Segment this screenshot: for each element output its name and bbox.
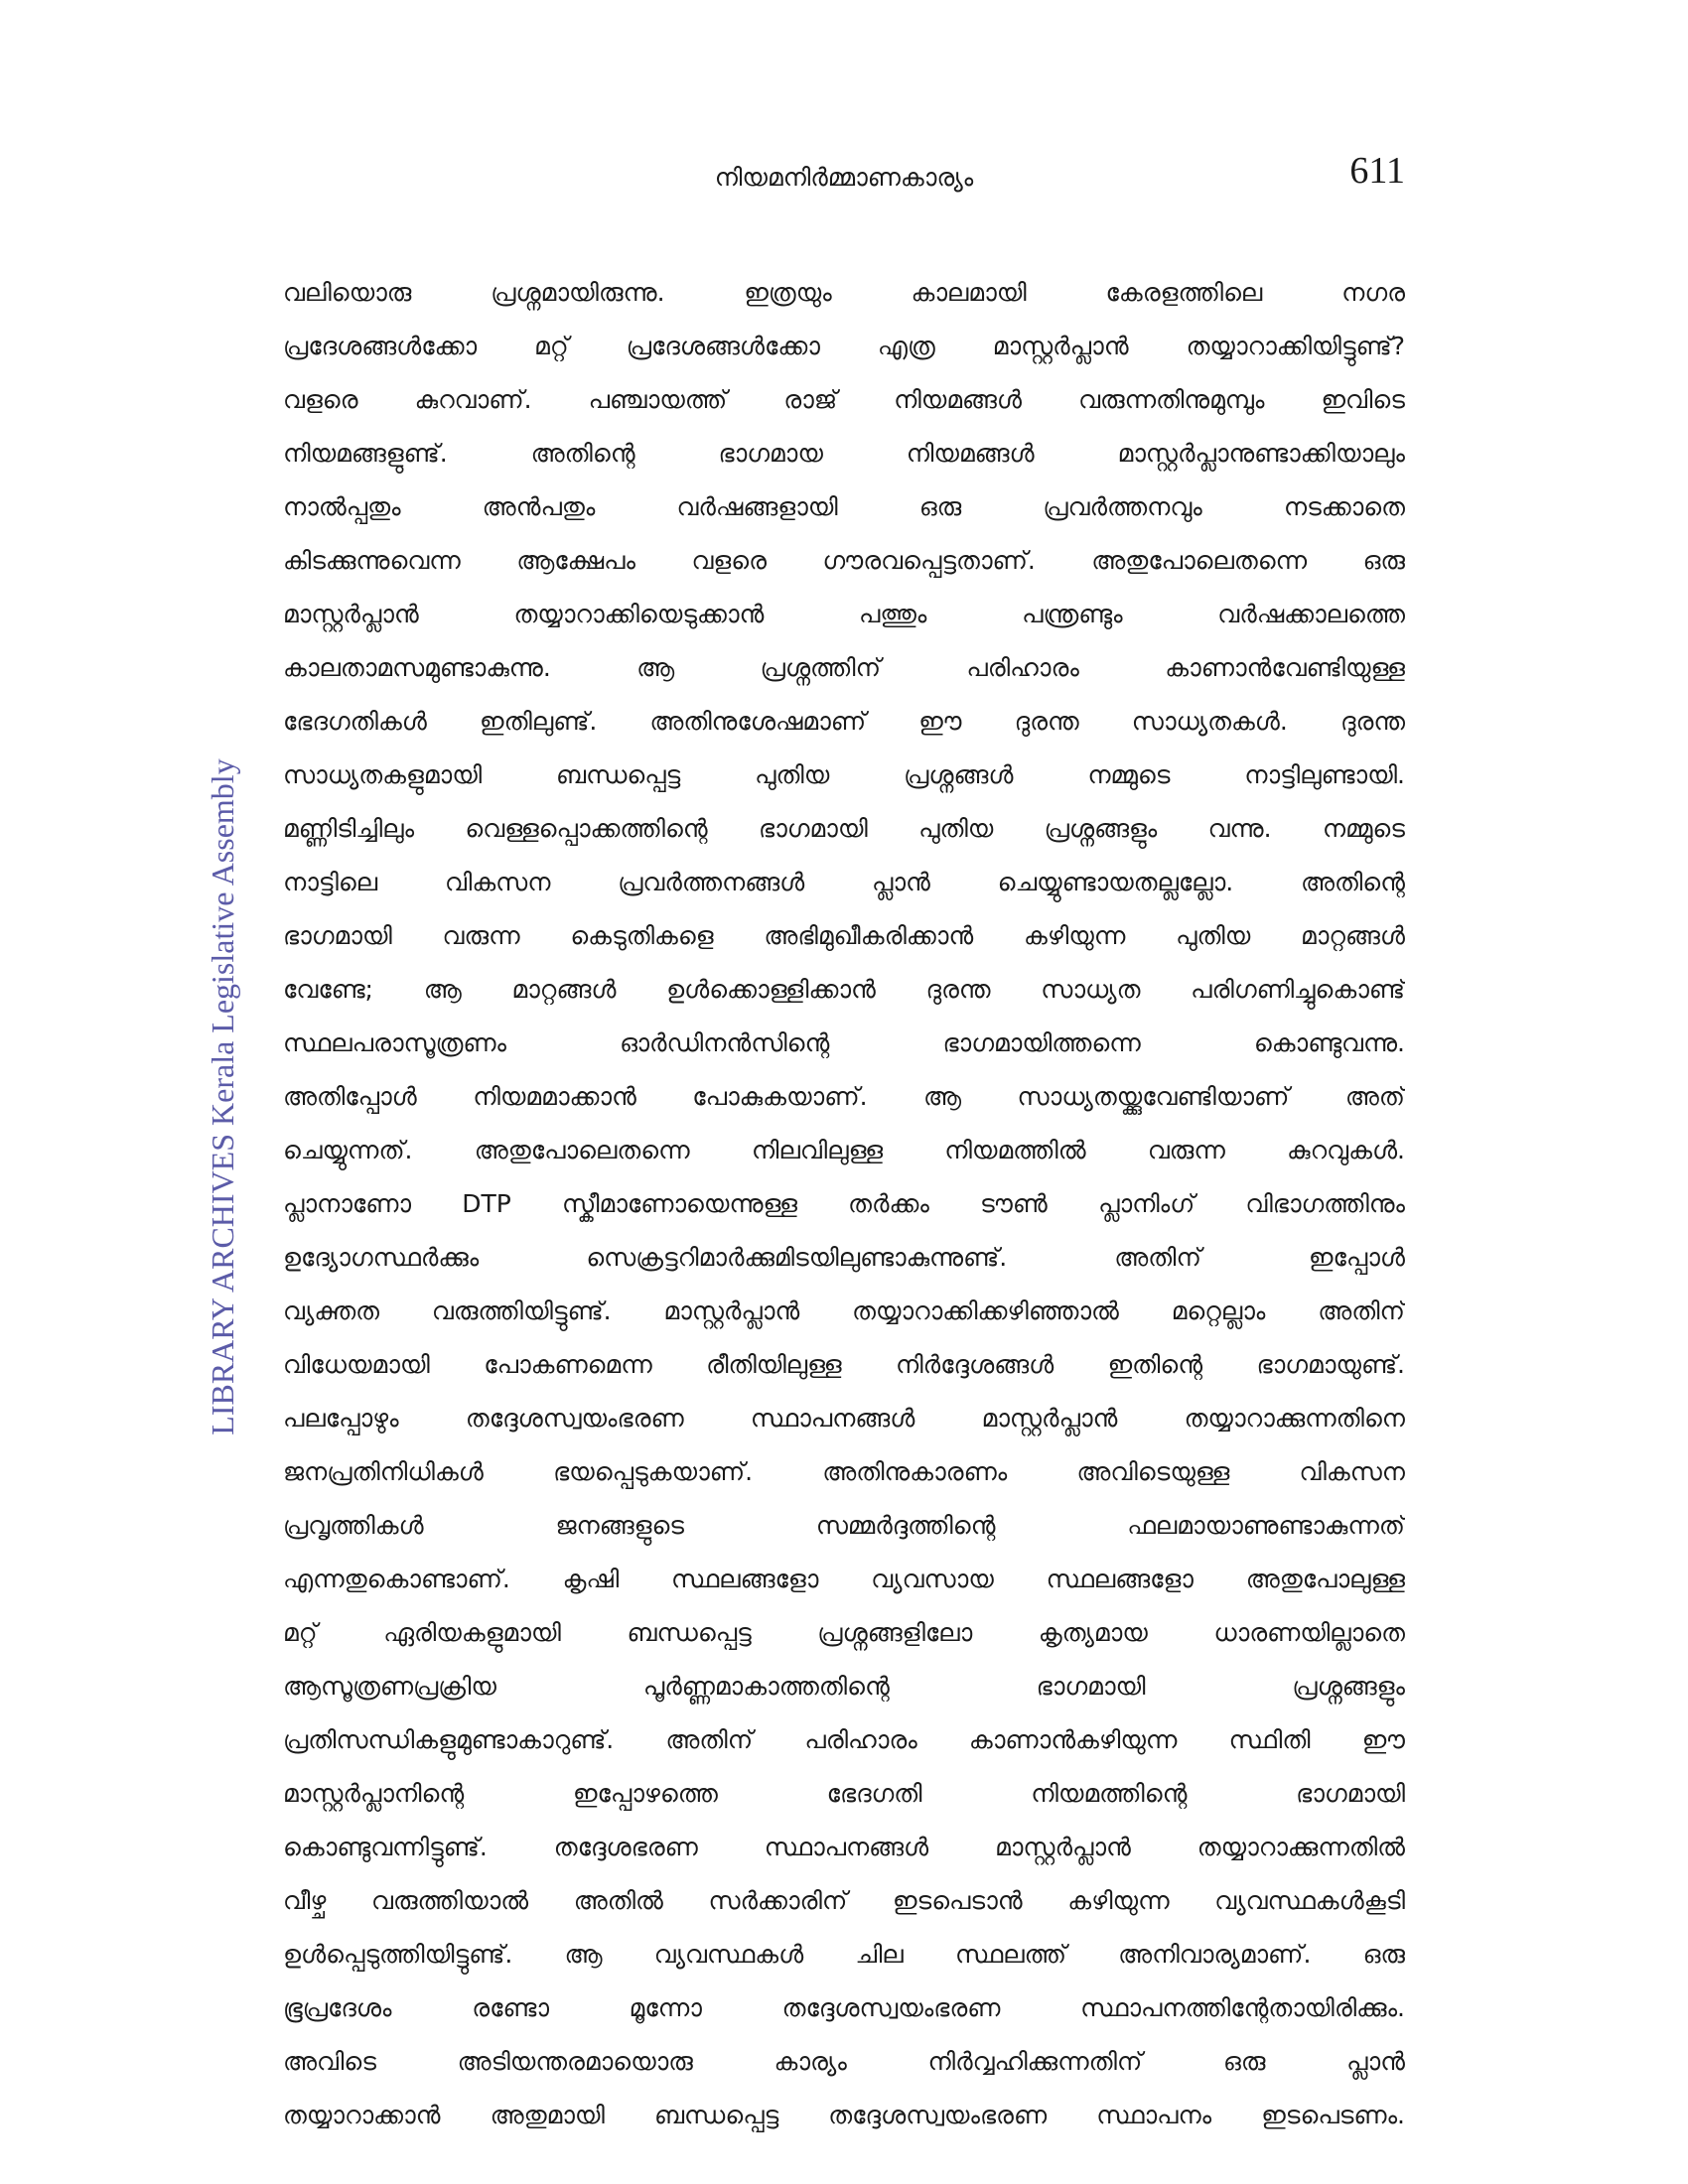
text-line: കൊണ്ടുവന്നിട്ടുണ്ട്. തദ്ദേശഭരണ സ്ഥാപനങ്ങൾ മാസ്റ്റർപ്ലാൻ തയ്യാറാക്കുന്നതിൽ [283,1833,1405,1861]
text-line: ഭൂപ്രദേശം രണ്ടോ മൂന്നോ തദ്ദേശസ്വയംഭരണ സ്ഥാപനത്തിന്റേതായിരിക്കും. [283,1993,1405,2022]
text-line: പ്ലാനാണോ DTP സ്കീമാണോയെന്നുള്ള തർക്കം ടൗൺ പ്ലാനിംഗ് വിഭാഗത്തിനും [283,1189,1405,1218]
text-line: വിധേയമായി പോകണമെന്ന രീതിയിലുള്ള നിർദ്ദേശങ്ങൾ ഇതിന്റെ ഭാഗമായുണ്ട്. [283,1350,1405,1379]
text-line: വ്യക്തത വരുത്തിയിട്ടുണ്ട്. മാസ്റ്റർപ്ലാൻ തയ്യാറാക്കിക്കഴിഞ്ഞാൽ മറ്റെല്ലാം അതിന് [283,1297,1405,1325]
text-line: മണ്ണിടിച്ചിലും വെള്ളപ്പൊക്കത്തിന്റെ ഭാഗമായി പുതിയ പ്രശ്നങ്ങളും വന്നു. നമ്മുടെ [283,814,1405,843]
page-header-title: നിയമനിർമ്മാണകാര്യം [714,163,974,192]
text-line: ഭാഗമായി വരുന്ന കെടുതികളെ അഭിമുഖീകരിക്കാൻ കഴിയുന്ന പുതിയ മാറ്റങ്ങൾ [283,921,1405,950]
body-text [283,266,1405,2142]
text-line: പ്രതിസന്ധികളുമുണ്ടാകാറുണ്ട്. അതിന് പരിഹാരം കാണാൻകഴിയുന്ന സ്ഥിതി ഈ [283,1725,1405,1754]
text-line: വലിയൊരു പ്രശ്നമായിരുന്നു. ഇത്രയും കാലമായി കേരളത്തിലെ നഗര [283,278,1405,307]
text-line: മാസ്റ്റർപ്ലാനിന്റെ ഇപ്പോഴത്തെ ഭേദഗതി നിയമത്തിന്റെ ഭാഗമായി [283,1779,1405,1808]
text-line: വേണ്ടേ; ആ മാറ്റങ്ങൾ ഉൾക്കൊള്ളിക്കാൻ ദുരന്ത സാധ്യത പരിഗണിച്ചുകൊണ്ട് [283,975,1405,1004]
text-line: വളരെ കുറവാണ്. പഞ്ചായത്ത് രാജ് നിയമങ്ങൾ വരുന്നതിനുമുമ്പും ഇവിടെ [283,385,1405,414]
running-header [283,149,1405,208]
text-line: പ്രദേശങ്ങൾക്കോ മറ്റ് പ്രദേശങ്ങൾക്കോ എത്ര മാസ്റ്റർപ്ലാൻ തയ്യാറാക്കിയിട്ടുണ്ട്? [283,332,1405,360]
text-line: മാസ്റ്റർപ്ലാൻ തയ്യാറാക്കിയെടുക്കാൻ പത്തും പന്ത്രണ്ടും വർഷക്കാലത്തെ [283,600,1405,628]
text-line: നിയമങ്ങളുണ്ട്. അതിന്റെ ഭാഗമായ നിയമങ്ങൾ മാസ്റ്റർപ്ലാനുണ്ടാക്കിയാലും [283,439,1405,468]
text-line: ഉൾപ്പെടുത്തിയിട്ടുണ്ട്. ആ വ്യവസ്ഥകൾ ചില സ്ഥലത്ത് അനിവാര്യമാണ്. ഒരു [283,1940,1405,1969]
text-line: മറ്റ് ഏരിയകളുമായി ബന്ധപ്പെട്ട പ്രശ്നങ്ങളിലോ കൃത്യമായ ധാരണയില്ലാതെ [283,1618,1405,1647]
text-line: എന്നതുകൊണ്ടാണ്. കൃഷി സ്ഥലങ്ങളോ വ്യവസായ സ്ഥലങ്ങളോ അതുപോലുള്ള [283,1565,1405,1593]
page-number: 611 [1349,150,1405,192]
text-line: നാട്ടിലെ വികസന പ്രവർത്തനങ്ങൾ പ്ലാൻ ചെയ്യുണ്ടായതല്ലല്ലോ. അതിന്റെ [283,868,1405,896]
text-line: ഉദ്യോഗസ്ഥർക്കും സെക്രട്ടറിമാർക്കുമിടയിലുണ്ടാകുന്നുണ്ട്. അതിന് ഇപ്പോൾ [283,1243,1405,1272]
text-line: അവിടെ അടിയന്തരമായൊരു കാര്യം നിർവ്വഹിക്കുന്നതിന് ഒരു പ്ലാൻ [283,2047,1405,2076]
text-line: സാധ്യതകളുമായി ബന്ധപ്പെട്ട പുതിയ പ്രശ്നങ്ങൾ നമ്മുടെ നാട്ടിലുണ്ടായി. [283,760,1405,789]
text-line: കാലതാമസമുണ്ടാകുന്നു. ആ പ്രശ്നത്തിന് പരിഹാരം കാണാൻവേണ്ടിയുള്ള [283,653,1405,682]
text-line: വീഴ്ച വരുത്തിയാൽ അതിൽ സർക്കാരിന് ഇടപെടാൻ കഴിയുന്ന വ്യവസ്ഥകൾകൂടി [283,1886,1405,1915]
text-line: ഭേദഗതികൾ ഇതിലുണ്ട്. അതിനുശേഷമാണ് ഈ ദുരന്ത സാധ്യതകൾ. ദുരന്ത [283,707,1405,736]
text-line: കിടക്കുന്നുവെന്ന ആക്ഷേപം വളരെ ഗൗരവപ്പെട്ടതാണ്. അതുപോലെതന്നെ ഒരു [283,546,1405,575]
text-line: നാൽപ്പതും അൻപതും വർഷങ്ങളായി ഒരു പ്രവർത്തനവും നടക്കാതെ [283,492,1405,521]
library-archives-watermark: LIBRARY ARCHIVES Kerala Legislative Assembly [205,758,240,1435]
text-line: ചെയ്യുന്നത്. അതുപോലെതന്നെ നിലവിലുള്ള നിയമത്തിൽ വരുന്ന കുറവുകൾ. [283,1136,1405,1164]
text-line: പ്രവൃത്തികൾ ജനങ്ങളുടെ സമ്മർദ്ദത്തിന്റെ ഫലമായാണുണ്ടാകുന്നത് [283,1511,1405,1540]
text-line: ആസൂത്രണപ്രക്രിയ പൂർണ്ണമാകാത്തതിന്റെ ഭാഗമായി പ്രശ്നങ്ങളും [283,1672,1405,1701]
text-line: പലപ്പോഴും തദ്ദേശസ്വയംഭരണ സ്ഥാപനങ്ങൾ മാസ്റ്റർപ്ലാൻ തയ്യാറാക്കുന്നതിനെ [283,1404,1405,1433]
text-line: തയ്യാറാക്കാൻ അതുമായി ബന്ധപ്പെട്ട തദ്ദേശസ്വയംഭരണ സ്ഥാപനം ഇടപെടണം. [283,2101,1405,2129]
text-line: സ്ഥലപരാസൂത്രണം ഓർഡിനൻസിന്റെ ഭാഗമായിത്തന്നെ കൊണ്ടുവന്നു. [283,1028,1405,1057]
text-line: ജനപ്രതിനിധികൾ ഭയപ്പെടുകയാണ്. അതിനുകാരണം അവിടെയുള്ള വികസന [283,1457,1405,1486]
text-line: അതിപ്പോൾ നിയമമാക്കാൻ പോകുകയാണ്. ആ സാധ്യതയ്ക്കുവേണ്ടിയാണ് അത് [283,1082,1405,1111]
